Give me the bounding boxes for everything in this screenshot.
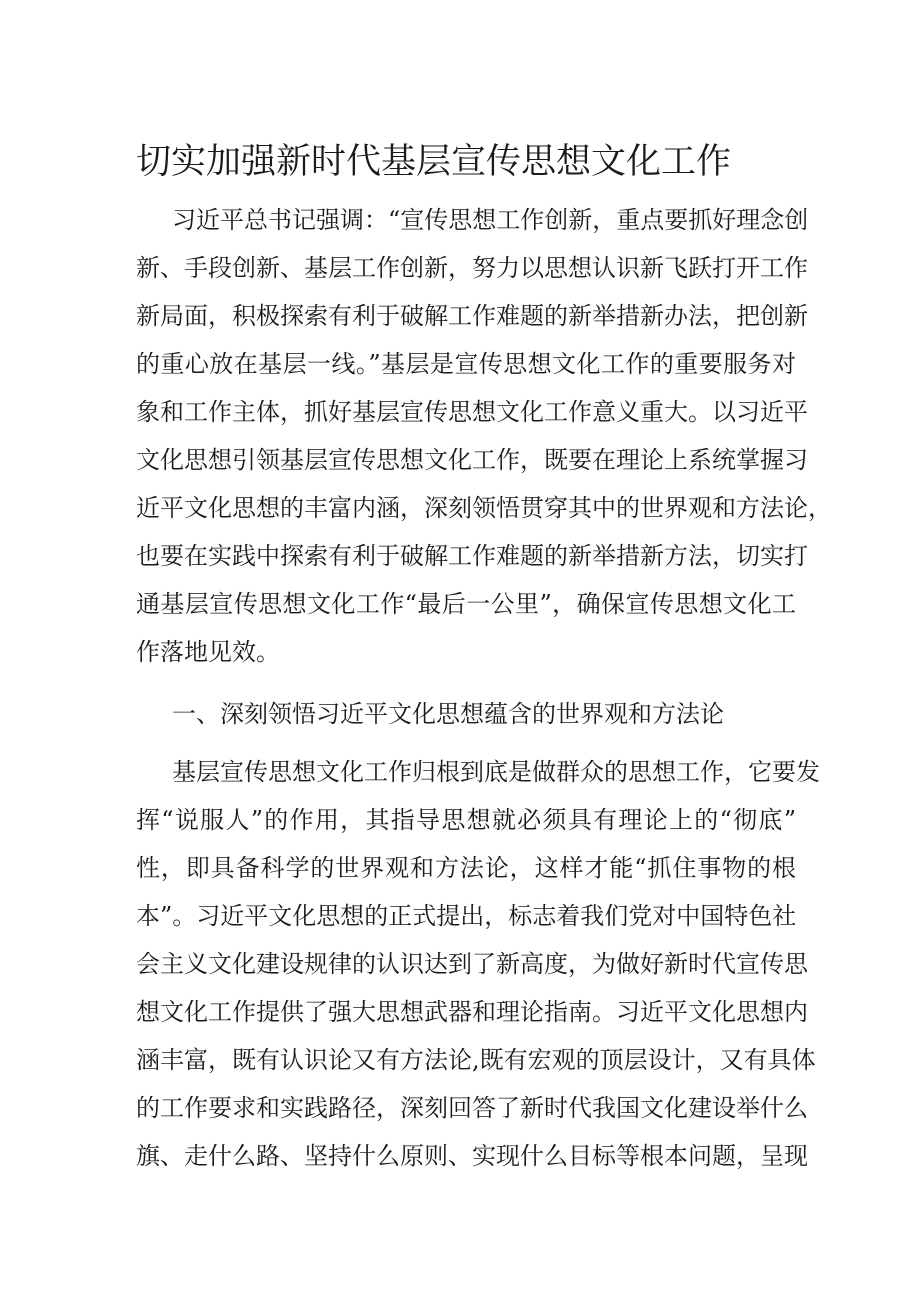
paragraph-line: 新局面，积极探索有利于破解工作难题的新举措新办法，把创新 [136,302,808,330]
section-heading-text: 一、深刻领悟习近平文化思想蕴含的世界观和方法论 [172,700,724,728]
paragraph-line: 新、手段创新、基层工作创新，努力以思想认识新飞跃打开工作 [136,254,808,282]
paragraph-line: 也要在实践中探索有利于破解工作难题的新举措新方法，切实打 [136,542,808,570]
paragraph-line: 涵丰富，既有认识论又有方法论,既有宏观的顶层设计，又有具体 [136,1046,816,1074]
paragraph-line: 会主义文化建设规律的认识达到了新高度，为做好新时代宣传思 [136,950,808,978]
paragraph-line: 想文化工作提供了强大思想武器和理论指南。习近平文化思想内 [136,998,808,1026]
paragraph-line: 性，即具备科学的世界观和方法论，这样才能“抓住事物的根 [136,854,796,882]
paragraph-line: 近平文化思想的丰富内涵，深刻领悟贯穿其中的世界观和方法论， [136,494,832,522]
paragraph-line: 基层宣传思想文化工作归根到底是做群众的思想工作，它要发 [172,758,820,786]
paragraph-line: 象和工作主体，抓好基层宣传思想文化工作意义重大。以习近平 [136,398,808,426]
document-title: 切实加强新时代基层宣传思想文化工作 [136,142,732,182]
paragraph-line: 通基层宣传思想文化工作“最后一公里”，确保宣传思想文化工 [136,590,796,618]
paragraph-line: 文化思想引领基层宣传思想文化工作，既要在理论上系统掌握习 [136,446,808,474]
paragraph-line: 挥“说服人”的作用，其指导思想就必须具有理论上的“彻底” [136,806,796,834]
paragraph-line: 的工作要求和实践路径，深刻回答了新时代我国文化建设举什么 [136,1094,808,1122]
paragraph-line: 作落地见效。 [136,638,280,666]
section-paragraph [136,748,820,1180]
paragraph-line: 旗、走什么路、坚持什么原则、实现什么目标等根本问题，呈现 [136,1142,808,1170]
paragraph-line: 习近平总书记强调：“宣传思想工作创新，重点要抓好理念创 [172,206,809,234]
section-heading [136,690,796,738]
intro-paragraph [136,196,832,676]
paragraph-line: 本”。习近平文化思想的正式提出，标志着我们党对中国特色社 [136,902,797,930]
paragraph-line: 的重心放在基层一线。”基层是宣传思想文化工作的重要服务对 [136,350,796,378]
